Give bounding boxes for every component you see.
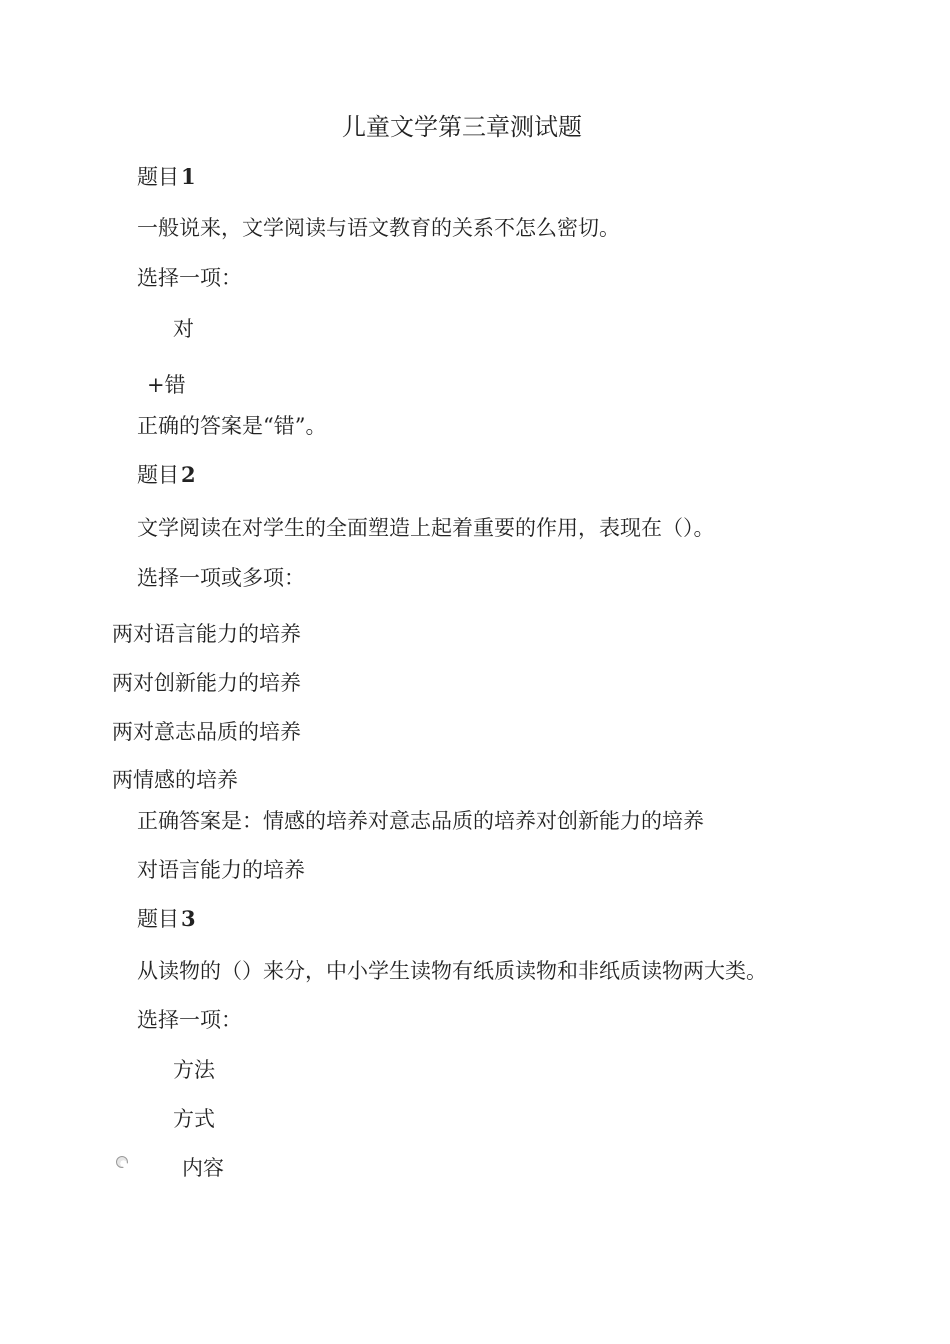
question-2-instruction: 选择一项或多项： [137,566,305,590]
question-2-answer-line-1: 正确答案是：情感的培养对意志品质的培养对创新能力的培养 [137,809,704,833]
radio-button-icon[interactable] [116,1156,128,1168]
question-1-instruction: 选择一项： [137,266,242,290]
question-number: 3 [181,906,196,931]
question-1-option-false[interactable]: +错 [147,373,186,397]
question-label: 题目 [137,907,179,931]
question-number: 1 [181,164,196,189]
question-3-option-2[interactable]: 方式 [173,1107,215,1131]
question-1-option-true[interactable]: 对 [173,317,194,341]
question-1-text: 一般说来，文学阅读与语文教育的关系不怎么密切。 [137,216,620,240]
question-number: 2 [181,462,196,487]
question-3-option-3[interactable]: 内容 [182,1156,224,1180]
question-label: 题目 [137,463,179,487]
question-2-option-3[interactable]: 两对意志品质的培养 [112,720,301,744]
question-3-option-1[interactable]: 方法 [173,1058,215,1082]
question-2-option-1[interactable]: 两对语言能力的培养 [112,622,301,646]
document-title: 儿童文学第三章测试题 [342,113,582,141]
question-1-heading [137,164,196,190]
question-2-answer-line-2: 对语言能力的培养 [137,858,305,882]
question-2-text: 文学阅读在对学生的全面塑造上起着重要的作用，表现在（）。 [137,516,715,540]
question-3-instruction: 选择一项： [137,1008,242,1032]
question-2-heading [137,462,196,488]
question-2-option-2[interactable]: 两对创新能力的培养 [112,671,301,695]
question-3-heading [137,906,196,932]
question-label: 题目 [137,165,179,189]
question-2-option-4[interactable]: 两情感的培养 [112,768,238,792]
question-1-answer: 正确的答案是“错”。 [137,414,327,438]
question-3-text: 从读物的（）来分，中小学生读物有纸质读物和非纸质读物两大类。 [137,959,767,983]
